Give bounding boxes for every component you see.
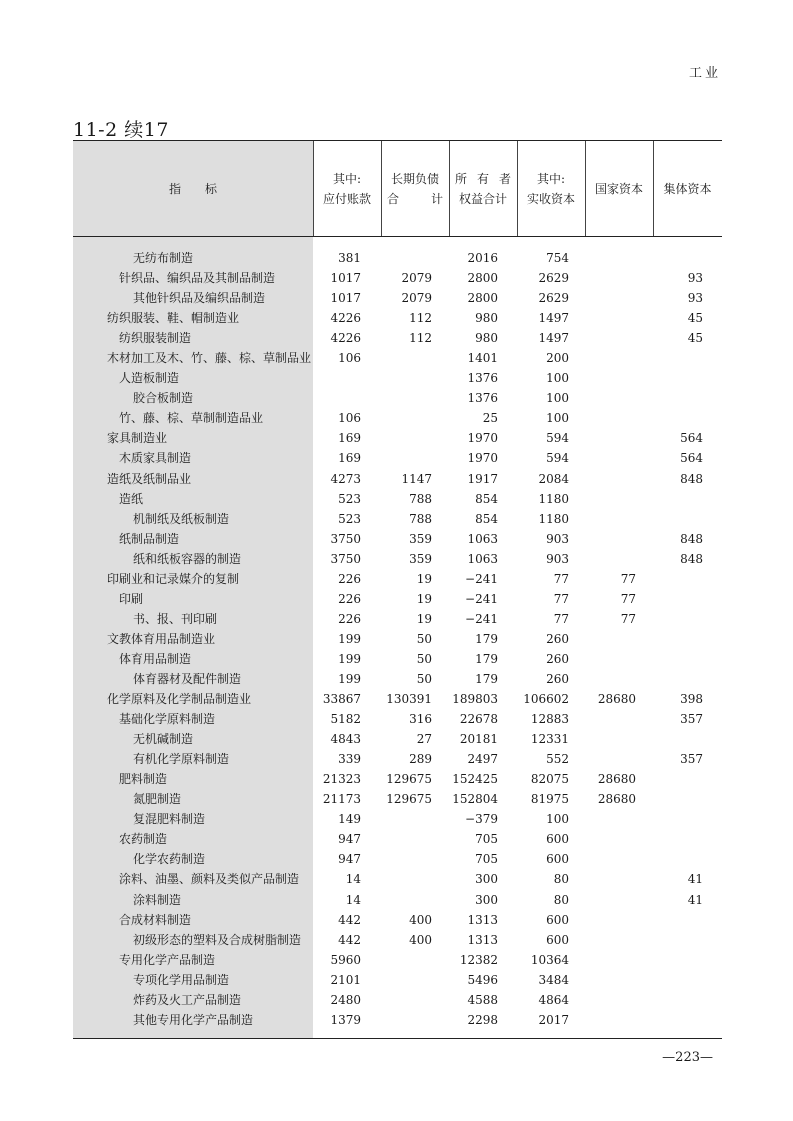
row-value: 41 <box>687 872 703 887</box>
row-value: 788 <box>409 491 432 506</box>
table-body <box>73 248 722 1030</box>
row-value: 77 <box>553 611 569 626</box>
table-row <box>73 1010 722 1030</box>
row-value: 2480 <box>330 992 361 1007</box>
row-indicator-name: 无机碱制造 <box>133 732 194 747</box>
table-row <box>73 689 722 709</box>
row-value: 854 <box>475 491 498 506</box>
row-value: 980 <box>475 311 498 326</box>
row-value: 600 <box>546 912 569 927</box>
row-value: 5182 <box>330 712 361 727</box>
row-value: 25 <box>482 411 498 426</box>
row-value: 199 <box>338 671 361 686</box>
table-row <box>73 589 722 609</box>
row-value: 903 <box>546 531 569 546</box>
row-value: 50 <box>416 671 432 686</box>
row-value: 600 <box>546 852 569 867</box>
row-value: 33867 <box>322 692 361 707</box>
row-value: 289 <box>409 752 432 767</box>
row-value: 260 <box>546 631 569 646</box>
row-value: 398 <box>680 692 703 707</box>
table-row <box>73 489 722 509</box>
row-value: 93 <box>687 271 703 286</box>
row-value: 1376 <box>467 371 498 386</box>
row-value: 1147 <box>401 471 432 486</box>
table-row <box>73 990 722 1010</box>
row-value: 179 <box>475 631 498 646</box>
row-indicator-name: 纺织服装制造 <box>119 331 192 346</box>
row-value: 564 <box>680 451 703 466</box>
row-value: 1180 <box>538 511 569 526</box>
row-indicator-name: 肥料制造 <box>119 772 168 787</box>
row-value: 14 <box>345 892 361 907</box>
table-row <box>73 970 722 990</box>
row-indicator-name: 氮肥制造 <box>133 792 182 807</box>
row-value: 81975 <box>530 792 569 807</box>
row-indicator-name: 竹、藤、棕、草制制造品业 <box>119 411 264 426</box>
row-value: 226 <box>338 571 361 586</box>
row-value: 130391 <box>386 692 432 707</box>
row-indicator-name: 有机化学原料制造 <box>133 752 230 767</box>
row-value: 4226 <box>330 331 361 346</box>
row-value: 300 <box>475 872 498 887</box>
row-value: 77 <box>553 591 569 606</box>
row-value: 339 <box>338 752 361 767</box>
row-value: 260 <box>546 671 569 686</box>
row-value: 4226 <box>330 311 361 326</box>
row-indicator-name: 胶合板制造 <box>133 391 194 406</box>
row-value: 854 <box>475 511 498 526</box>
row-value: 152425 <box>452 772 498 787</box>
row-value: 2497 <box>467 752 498 767</box>
row-value: 112 <box>409 331 432 346</box>
row-value: 80 <box>553 892 569 907</box>
row-value: 1313 <box>467 912 498 927</box>
table-row <box>73 308 722 328</box>
row-value: 600 <box>546 832 569 847</box>
row-value: 45 <box>687 311 703 326</box>
row-value: 100 <box>546 411 569 426</box>
row-value: 594 <box>546 431 569 446</box>
table-row <box>73 288 722 308</box>
row-value: 179 <box>475 671 498 686</box>
table-row <box>73 348 722 368</box>
row-value: 77 <box>620 571 636 586</box>
row-indicator-name: 炸药及火工产品制造 <box>133 992 242 1007</box>
row-value: 169 <box>338 431 361 446</box>
table-row <box>73 649 722 669</box>
table-row <box>73 549 722 569</box>
row-indicator-name: 针织品、编织品及其制品制造 <box>119 271 276 286</box>
row-value: 1970 <box>467 451 498 466</box>
row-value: 28680 <box>597 772 636 787</box>
row-value: 400 <box>409 932 432 947</box>
row-value: 2017 <box>538 1012 569 1027</box>
row-value: 21173 <box>322 792 361 807</box>
row-value: 552 <box>546 752 569 767</box>
row-value: 5960 <box>330 952 361 967</box>
row-value: 2079 <box>401 271 432 286</box>
row-value: 41 <box>687 892 703 907</box>
row-value: 903 <box>546 551 569 566</box>
table-row <box>73 469 722 489</box>
row-indicator-name: 文教体育用品制造业 <box>107 631 216 646</box>
header-label: 集体资本 <box>663 181 712 196</box>
table-row <box>73 248 722 268</box>
row-value: 2101 <box>330 972 361 987</box>
header-state-capital <box>585 141 653 236</box>
table-row <box>73 529 722 549</box>
header-label: 国家资本 <box>594 181 643 196</box>
row-value: 4864 <box>538 992 569 1007</box>
row-value: 149 <box>338 812 361 827</box>
table-row <box>73 408 722 428</box>
row-value: −241 <box>465 591 498 606</box>
row-indicator-name: 木材加工及木、竹、藤、棕、草制品业 <box>107 351 312 366</box>
row-value: 754 <box>546 251 569 265</box>
row-indicator-name: 其他针织品及编织品制造 <box>133 291 266 306</box>
row-value: 2800 <box>467 291 498 306</box>
row-value: 848 <box>680 471 703 486</box>
row-value: 705 <box>475 832 498 847</box>
row-value: 1376 <box>467 391 498 406</box>
row-value: 1917 <box>467 471 498 486</box>
table-row <box>73 448 722 468</box>
row-value: 980 <box>475 331 498 346</box>
row-value: 112 <box>409 311 432 326</box>
table-row <box>73 669 722 689</box>
row-indicator-name: 体育器材及配件制造 <box>133 671 242 686</box>
row-value: 152804 <box>452 792 498 807</box>
row-value: 22678 <box>459 712 498 727</box>
header-owners-equity <box>449 141 517 236</box>
row-value: 947 <box>338 852 361 867</box>
row-indicator-name: 印刷业和记录媒介的复制 <box>107 571 240 586</box>
row-value: 3750 <box>330 551 361 566</box>
row-value: 10364 <box>530 952 569 967</box>
row-value: 1180 <box>538 491 569 506</box>
row-value: 28680 <box>597 692 636 707</box>
row-value: 179 <box>475 651 498 666</box>
row-value: 4843 <box>330 732 361 747</box>
row-value: 2084 <box>538 471 569 486</box>
row-value: 50 <box>416 651 432 666</box>
row-value: 1063 <box>467 531 498 546</box>
row-value: 100 <box>546 812 569 827</box>
row-value: −379 <box>465 812 498 827</box>
row-indicator-name: 专项化学用品制造 <box>133 972 230 987</box>
row-value: 2800 <box>467 271 498 286</box>
row-value: 12883 <box>530 712 569 727</box>
row-value: 80 <box>553 872 569 887</box>
row-value: 28680 <box>597 792 636 807</box>
row-indicator-name: 化学农药制造 <box>133 852 206 867</box>
table-row <box>73 428 722 448</box>
row-value: 77 <box>620 611 636 626</box>
row-value: 523 <box>338 491 361 506</box>
row-value: 77 <box>620 591 636 606</box>
row-value: 2079 <box>401 291 432 306</box>
row-indicator-name: 木质家具制造 <box>119 451 192 466</box>
table-row <box>73 268 722 288</box>
row-value: 50 <box>416 631 432 646</box>
header-collective-capital <box>653 141 722 236</box>
row-indicator-name: 纸制品制造 <box>119 531 180 546</box>
row-value: 1017 <box>330 291 361 306</box>
row-value: 848 <box>680 531 703 546</box>
row-indicator-name: 农药制造 <box>119 832 168 847</box>
row-value: 564 <box>680 431 703 446</box>
row-value: 189803 <box>452 692 498 707</box>
row-indicator-name: 造纸及纸制品业 <box>107 471 192 486</box>
table-row <box>73 749 722 769</box>
row-indicator-name: 纺织服装、鞋、帽制造业 <box>107 311 240 326</box>
row-value: 106 <box>338 411 361 426</box>
row-value: 1379 <box>330 1012 361 1027</box>
table-row <box>73 729 722 749</box>
header-label: 应付账款 <box>322 191 371 206</box>
table-row <box>73 609 722 629</box>
row-value: 4273 <box>330 471 361 486</box>
header-long-term-liabilities <box>381 141 449 236</box>
row-value: 1017 <box>330 271 361 286</box>
page-number: —223— <box>662 1050 713 1065</box>
header-label: 计 <box>430 191 443 206</box>
table-row <box>73 829 722 849</box>
table-row <box>73 890 722 910</box>
row-indicator-name: 基础化学原料制造 <box>119 712 216 727</box>
row-indicator-name: 印刷 <box>119 591 144 606</box>
row-value: 848 <box>680 551 703 566</box>
row-value: 3750 <box>330 531 361 546</box>
row-value: 100 <box>546 371 569 386</box>
header-label: 有 <box>476 171 489 186</box>
table-row <box>73 769 722 789</box>
table-row <box>73 910 722 930</box>
row-value: 359 <box>409 551 432 566</box>
row-indicator-name: 涂料制造 <box>133 892 182 907</box>
row-value: 1497 <box>538 331 569 346</box>
row-value: 594 <box>546 451 569 466</box>
row-indicator-name: 复混肥料制造 <box>133 812 206 827</box>
row-value: 106602 <box>523 692 569 707</box>
row-value: 19 <box>416 571 432 586</box>
table-row <box>73 869 722 889</box>
row-value: 12382 <box>459 952 498 967</box>
table-row <box>73 368 722 388</box>
row-value: 788 <box>409 511 432 526</box>
row-indicator-name: 专用化学产品制造 <box>119 952 216 967</box>
row-value: 523 <box>338 511 361 526</box>
row-value: 3484 <box>538 972 569 987</box>
row-value: 21323 <box>322 772 361 787</box>
row-value: 100 <box>546 391 569 406</box>
table-row <box>73 709 722 729</box>
row-indicator-name: 人造板制造 <box>119 371 180 386</box>
row-value: 5496 <box>467 972 498 987</box>
row-value: 169 <box>338 451 361 466</box>
row-indicator-name: 机制纸及纸板制造 <box>133 511 230 526</box>
row-value: 106 <box>338 351 361 366</box>
table-row <box>73 849 722 869</box>
row-value: 2629 <box>538 271 569 286</box>
table-row <box>73 509 722 529</box>
row-indicator-name: 无纺布制造 <box>133 251 194 265</box>
row-value: 45 <box>687 331 703 346</box>
row-value: −241 <box>465 571 498 586</box>
row-value: 260 <box>546 651 569 666</box>
header-label: 其中: <box>536 171 566 186</box>
header-accounts-payable <box>313 141 381 236</box>
row-value: 200 <box>546 351 569 366</box>
row-value: 2016 <box>467 251 498 265</box>
row-value: 2298 <box>467 1012 498 1027</box>
row-value: 82075 <box>530 772 569 787</box>
row-value: 316 <box>409 712 432 727</box>
section-label: 工业 <box>688 66 721 81</box>
row-indicator-name: 化学原料及化学制品制造业 <box>107 692 252 707</box>
row-value: 199 <box>338 631 361 646</box>
row-value: 226 <box>338 591 361 606</box>
row-indicator-name: 纸和纸板容器的制造 <box>133 551 242 566</box>
table-row <box>73 950 722 970</box>
header-label: 者 <box>498 171 511 186</box>
table-row <box>73 809 722 829</box>
header-bottom-rule <box>73 236 722 237</box>
table-row <box>73 789 722 809</box>
row-value: 19 <box>416 611 432 626</box>
row-indicator-name: 其他专用化学产品制造 <box>133 1012 254 1027</box>
header-label: 权益合计 <box>458 191 507 206</box>
row-value: 14 <box>345 872 361 887</box>
row-value: 226 <box>338 611 361 626</box>
row-value: 199 <box>338 651 361 666</box>
table-row <box>73 328 722 348</box>
row-value: 2629 <box>538 291 569 306</box>
header-label: 长期负债 <box>390 171 439 186</box>
table-row <box>73 629 722 649</box>
row-value: −241 <box>465 611 498 626</box>
row-value: 381 <box>338 251 361 265</box>
row-indicator-name: 合成材料制造 <box>119 912 192 927</box>
row-value: 705 <box>475 852 498 867</box>
row-value: 1497 <box>538 311 569 326</box>
row-value: 1063 <box>467 551 498 566</box>
header-indicator <box>73 141 313 236</box>
header-label: 其中: <box>332 171 362 186</box>
row-value: 12331 <box>530 732 569 747</box>
table-bottom-rule <box>73 1038 722 1039</box>
row-value: 442 <box>338 912 361 927</box>
row-value: 1401 <box>467 351 498 366</box>
row-indicator-name: 体育用品制造 <box>119 651 192 666</box>
row-value: 600 <box>546 932 569 947</box>
row-indicator-name: 家具制造业 <box>107 431 168 446</box>
header-label: 合 <box>387 191 400 206</box>
header-label: 实收资本 <box>526 191 575 206</box>
header-label: 所 <box>455 171 468 186</box>
row-value: 947 <box>338 832 361 847</box>
table-row <box>73 930 722 950</box>
row-value: 359 <box>409 531 432 546</box>
row-indicator-name: 涂料、油墨、颜料及类似产品制造 <box>119 872 300 887</box>
table-title: 11-2 续17 <box>73 119 169 141</box>
table-row <box>73 569 722 589</box>
row-value: 300 <box>475 892 498 907</box>
row-value: 4588 <box>467 992 498 1007</box>
row-value: 20181 <box>459 732 498 747</box>
row-value: 93 <box>687 291 703 306</box>
row-value: 129675 <box>386 772 432 787</box>
header-paid-in-capital <box>517 141 585 236</box>
table-row <box>73 388 722 408</box>
row-value: 1313 <box>467 932 498 947</box>
row-indicator-name: 书、报、刊印刷 <box>133 611 218 626</box>
row-value: 357 <box>680 752 703 767</box>
row-value: 1970 <box>467 431 498 446</box>
row-value: 27 <box>416 732 432 747</box>
row-indicator-name: 造纸 <box>119 491 144 506</box>
header-indicator-label: 指 标 <box>168 181 217 196</box>
row-value: 19 <box>416 591 432 606</box>
row-value: 400 <box>409 912 432 927</box>
row-indicator-name: 初级形态的塑料及合成树脂制造 <box>133 932 302 947</box>
row-value: 77 <box>553 571 569 586</box>
row-value: 357 <box>680 712 703 727</box>
row-value: 129675 <box>386 792 432 807</box>
row-value: 442 <box>338 932 361 947</box>
